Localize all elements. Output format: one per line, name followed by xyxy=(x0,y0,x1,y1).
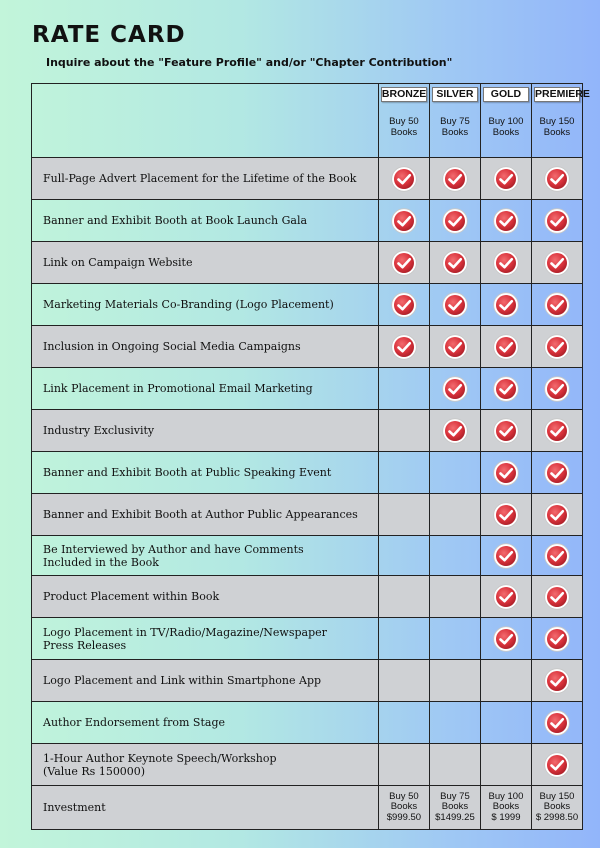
tier-cell-premiere xyxy=(531,200,582,242)
investment-price-gold xyxy=(480,786,531,830)
feature-label xyxy=(32,618,379,660)
tier-cell-silver xyxy=(429,702,480,744)
check-circle-icon xyxy=(493,502,519,528)
tier-cell-gold xyxy=(480,200,531,242)
feature-row xyxy=(32,536,583,576)
check-circle-icon xyxy=(544,584,570,610)
tier-name: PREMIERE xyxy=(534,87,590,100)
feature-label-line: 1-Hour Author Keynote Speech/Workshop xyxy=(43,751,277,765)
feature-label xyxy=(32,452,379,494)
feature-row xyxy=(32,200,583,242)
tier-cell-gold xyxy=(480,702,531,744)
tier-cell-silver xyxy=(429,410,480,452)
tier-cell-bronze xyxy=(378,576,429,618)
check-circle-icon xyxy=(442,250,468,276)
feature-label-line: Press Releases xyxy=(43,638,127,652)
feature-label-line: Link on Campaign Website xyxy=(43,256,193,269)
investment-price-line: Buy 50 xyxy=(389,790,419,802)
feature-label xyxy=(32,242,379,284)
tier-cell-premiere xyxy=(531,368,582,410)
tier-cell-gold xyxy=(480,618,531,660)
feature-label xyxy=(32,368,379,410)
tier-cell-silver xyxy=(429,326,480,368)
investment-price-line: Books xyxy=(441,801,469,813)
check-circle-icon xyxy=(544,626,570,652)
feature-row xyxy=(32,494,583,536)
check-circle-icon xyxy=(544,208,570,234)
tier-cell-bronze xyxy=(378,158,429,200)
tier-header-row xyxy=(32,84,583,158)
investment-price-line: $ 1999 xyxy=(491,811,521,823)
check-circle-icon xyxy=(493,166,519,192)
tier-books-qty: Buy 150 xyxy=(539,115,575,127)
feature-label xyxy=(32,536,379,576)
tier-cell-silver xyxy=(429,200,480,242)
tier-books-qty: Buy 75 xyxy=(440,115,470,127)
tier-cell-premiere xyxy=(531,536,582,576)
check-circle-icon xyxy=(493,584,519,610)
tier-cell-gold xyxy=(480,744,531,786)
tier-books-unit: Books xyxy=(441,126,469,138)
tier-cell-premiere xyxy=(531,702,582,744)
check-circle-icon xyxy=(544,668,570,694)
tier-cell-silver xyxy=(429,452,480,494)
tier-header-silver xyxy=(429,84,480,158)
check-circle-icon xyxy=(442,292,468,318)
tier-cell-silver xyxy=(429,494,480,536)
investment-price-line: $ 2998.50 xyxy=(535,811,579,823)
tier-cell-premiere xyxy=(531,158,582,200)
feature-label-line: Banner and Exhibit Booth at Public Speaking Event xyxy=(43,466,332,479)
feature-label-line: Industry Exclusivity xyxy=(43,424,155,437)
feature-label-line: Author Endorsement from Stage xyxy=(43,716,225,729)
check-circle-icon xyxy=(493,543,519,569)
tier-cell-silver xyxy=(429,284,480,326)
feature-row xyxy=(32,284,583,326)
tier-cell-silver xyxy=(429,618,480,660)
check-circle-icon xyxy=(544,334,570,360)
tier-cell-premiere xyxy=(531,744,582,786)
tier-cell-gold xyxy=(480,536,531,576)
tier-cell-premiere xyxy=(531,660,582,702)
tier-cell-silver xyxy=(429,536,480,576)
tier-cell-silver xyxy=(429,242,480,284)
tier-cell-silver xyxy=(429,158,480,200)
tier-cell-premiere xyxy=(531,410,582,452)
tier-header-gold xyxy=(480,84,531,158)
feature-row xyxy=(32,618,583,660)
check-circle-icon xyxy=(544,460,570,486)
tier-cell-gold xyxy=(480,452,531,494)
tier-name: GOLD xyxy=(483,87,529,102)
tier-cell-bronze xyxy=(378,536,429,576)
investment-price-silver xyxy=(429,786,480,830)
investment-price-line: Buy 150 xyxy=(539,790,575,802)
check-circle-icon xyxy=(493,418,519,444)
check-circle-icon xyxy=(493,334,519,360)
feature-row xyxy=(32,702,583,744)
tier-cell-bronze xyxy=(378,326,429,368)
feature-row xyxy=(32,326,583,368)
check-circle-icon xyxy=(493,626,519,652)
tier-cell-silver xyxy=(429,744,480,786)
check-circle-icon xyxy=(544,543,570,569)
tier-cell-bronze xyxy=(378,242,429,284)
check-circle-icon xyxy=(544,752,570,778)
feature-label xyxy=(32,660,379,702)
tier-cell-premiere xyxy=(531,242,582,284)
check-circle-icon xyxy=(391,166,417,192)
tier-books xyxy=(379,116,429,156)
tier-cell-gold xyxy=(480,242,531,284)
feature-label-line: Link Placement in Promotional Email Marketing xyxy=(43,382,313,395)
investment-price-premiere xyxy=(531,786,582,830)
tier-cell-gold xyxy=(480,284,531,326)
tier-cell-bronze xyxy=(378,744,429,786)
investment-price-bronze xyxy=(378,786,429,830)
check-circle-icon xyxy=(544,710,570,736)
tier-cell-bronze xyxy=(378,702,429,744)
tier-cell-premiere xyxy=(531,326,582,368)
check-circle-icon xyxy=(544,502,570,528)
tier-cell-gold xyxy=(480,410,531,452)
tier-header-bronze xyxy=(378,84,429,158)
feature-row xyxy=(32,744,583,786)
page-title: RATE CARD xyxy=(32,22,186,48)
tier-cell-bronze xyxy=(378,660,429,702)
tier-cell-silver xyxy=(429,576,480,618)
check-circle-icon xyxy=(493,376,519,402)
check-circle-icon xyxy=(493,292,519,318)
feature-label-line: Inclusion in Ongoing Social Media Campaigns xyxy=(43,340,301,353)
feature-label-line: Marketing Materials Co-Branding (Logo Placement) xyxy=(43,298,334,311)
tier-cell-silver xyxy=(429,660,480,702)
feature-row xyxy=(32,452,583,494)
tier-cell-premiere xyxy=(531,494,582,536)
tier-books-unit: Books xyxy=(492,126,520,138)
tier-header-premiere xyxy=(531,84,590,158)
investment-price-line: Buy 75 xyxy=(440,790,470,802)
check-circle-icon xyxy=(544,250,570,276)
feature-label xyxy=(32,744,379,786)
feature-label-line: Be Interviewed by Author and have Comments xyxy=(43,542,304,556)
check-circle-icon xyxy=(544,418,570,444)
tier-name: BRONZE xyxy=(381,87,427,100)
check-circle-icon xyxy=(442,334,468,360)
feature-label-line: Product Placement within Book xyxy=(43,590,220,603)
feature-label xyxy=(32,494,379,536)
tier-cell-premiere xyxy=(531,576,582,618)
tier-books xyxy=(481,116,531,156)
feature-label-line: Logo Placement in TV/Radio/Magazine/Newspaper xyxy=(43,625,327,639)
rate-table xyxy=(31,83,590,830)
check-circle-icon xyxy=(493,208,519,234)
feature-row xyxy=(32,410,583,452)
tier-cell-gold xyxy=(480,660,531,702)
tier-cell-gold xyxy=(480,158,531,200)
investment-price-line: Books xyxy=(390,801,418,813)
check-circle-icon xyxy=(442,376,468,402)
feature-label xyxy=(32,284,379,326)
tier-books-unit: Books xyxy=(390,126,418,138)
check-circle-icon xyxy=(391,334,417,360)
check-circle-icon xyxy=(493,460,519,486)
tier-cell-silver xyxy=(429,368,480,410)
check-circle-icon xyxy=(391,292,417,318)
tier-cell-gold xyxy=(480,368,531,410)
page-subtitle: Inquire about the "Feature Profile" and/or "Chapter Contribution" xyxy=(46,56,453,69)
feature-row xyxy=(32,660,583,702)
tier-books-unit: Books xyxy=(543,126,571,138)
feature-label-line: (Value Rs 150000) xyxy=(43,764,146,778)
header-blank-cell xyxy=(32,84,379,158)
check-circle-icon xyxy=(442,166,468,192)
tier-cell-premiere xyxy=(531,452,582,494)
tier-name: SILVER xyxy=(432,87,478,102)
tier-books xyxy=(532,116,582,156)
tier-cell-bronze xyxy=(378,200,429,242)
investment-price-line: Books xyxy=(543,801,571,813)
investment-label: Investment xyxy=(32,786,379,830)
tier-cell-bronze xyxy=(378,494,429,536)
tier-cell-bronze xyxy=(378,284,429,326)
check-circle-icon xyxy=(442,208,468,234)
tier-cell-bronze xyxy=(378,368,429,410)
feature-label-line: Logo Placement and Link within Smartphone App xyxy=(43,674,322,687)
feature-label xyxy=(32,158,379,200)
feature-label xyxy=(32,576,379,618)
feature-label-line: Banner and Exhibit Booth at Author Public Appearances xyxy=(43,508,358,521)
tier-cell-premiere xyxy=(531,284,582,326)
feature-row xyxy=(32,242,583,284)
investment-price-line: Buy 100 xyxy=(488,790,524,802)
tier-cell-gold xyxy=(480,494,531,536)
feature-label xyxy=(32,410,379,452)
tier-cell-premiere xyxy=(531,618,582,660)
feature-label-line: Full-Page Advert Placement for the Lifetime of the Book xyxy=(43,172,357,185)
feature-label xyxy=(32,200,379,242)
tier-books-qty: Buy 100 xyxy=(488,115,524,127)
feature-label xyxy=(32,326,379,368)
feature-row xyxy=(32,368,583,410)
check-circle-icon xyxy=(544,166,570,192)
tier-books-qty: Buy 50 xyxy=(389,115,419,127)
tier-cell-gold xyxy=(480,576,531,618)
feature-row xyxy=(32,158,583,200)
tier-books xyxy=(430,116,480,156)
tier-cell-bronze xyxy=(378,410,429,452)
check-circle-icon xyxy=(391,208,417,234)
check-circle-icon xyxy=(544,376,570,402)
check-circle-icon xyxy=(442,418,468,444)
feature-label xyxy=(32,702,379,744)
feature-label-line: Included in the Book xyxy=(43,555,159,569)
investment-price-line: $999.50 xyxy=(386,811,422,823)
tier-cell-bronze xyxy=(378,618,429,660)
investment-price-line: $1499.25 xyxy=(435,811,475,823)
check-circle-icon xyxy=(493,250,519,276)
feature-label-line: Banner and Exhibit Booth at Book Launch Gala xyxy=(43,214,308,227)
tier-cell-bronze xyxy=(378,452,429,494)
tier-cell-gold xyxy=(480,326,531,368)
investment-price-line: Books xyxy=(492,801,520,813)
check-circle-icon xyxy=(391,250,417,276)
check-circle-icon xyxy=(544,292,570,318)
investment-row xyxy=(32,786,583,830)
feature-row xyxy=(32,576,583,618)
